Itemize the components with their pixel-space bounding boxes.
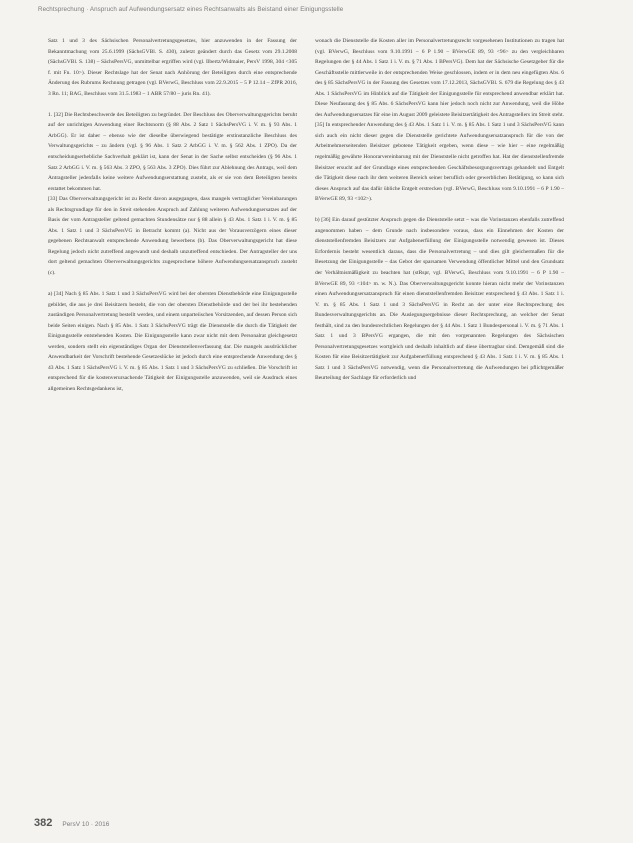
paragraph: b) [36] Ein darauf gestützter Anspruch gegen die Dienststelle setzt – was die Vorinstanzen ebenfalls zutreffend angenommen haben – dem Grunde nach insbesondere voraus, dass ein Einnehmen der Kosten der dienststellenfremden Beisitzers zur Aufgabenerfüllung der Einigungsstelle notwendig gewesen ist. Dieses Erfordernis besteht wesentlich daraus, dass die Personalvertretung – und dies gilt gleichermaßen für die Besetzung der Einigungsstelle – das Gebot der sparsamen Verwendung öffentlicher Mittel und den Grundsatz der Verhältnismäßigkeit zu beachten hat (stRspr, vgl. BVerwG, Beschluss vom 9.10.1991 – 6 P 1.90 – BVerwGE 89, 93 <104> m. w. N.). Das Oberverwaltungsgericht konnte hieran nicht mehr der Vorinstanzen einen Aufwendungsersatzanspruch für einen dienststellenfremden Beisitzer entsprechend § 43 Abs. 1 Satz 1 i. V. m. § 85 Abs. 1 Satz 1 und 3 SächsPersVG in Recht an der unter eine Rechtsprechung des Bundesverwaltungsgerichts an. Die Auslegungsergebnisse dieser Rechtsprechung, an welcher der Senat festhält, sind zu den bundesrechtlichen Regelungen der § 44 Abs. 1 Satz 1 Bundespersonal i. V. m. § 71 Abs. 1 Satz 1 und 3 BPersVG ergangen, die mit den vorgenannten Regelungen des Sächsischen Personalvertretungsgesetzes wortgleich und deshalb inhaltlich auf diese übertragbar sind. Demgemäß sind die Kosten für eine Beisitzertätigkeit zur Aufgabenerfüllung entsprechend § 43 Abs. 1 Satz 1 i. V. m. § 85 Abs. 1 Satz 1 und 3 SächsPersVG notwendig, wenn die Personalvertretung die Aufwendungen bei pflichtgemäßer Beurteilung der Sachlage für erforderlich und: [315, 217, 564, 382]
journal-reference: PersV 10 · 2016: [62, 821, 110, 828]
left-column: [48, 36, 297, 395]
right-column: [315, 36, 564, 384]
paragraph: 1. [32] Die Rechtsbeschwerde des Beteiligten zu begründet. Der Beschluss des Oberverwaltungsgerichts beruht auf der unrichtigen Anwendung einer Rechtsnorm (§ 88 Abs. 2 Satz 1 SächsPersVG i. V. m. § 93 Abs. 1 ArbGG). Er ist daher – ebenso wie der dieselbe überwiegend bestätigte erstinstanzliche Beschluss des Verwaltungsgerichts – zu ändern (vgl. § 96 Abs. 1 Satz 2 ArbGG i. V. m. § 562 Abs. 1 ZPO). Da der entscheidungserhebliche Sachverhalt geklärt ist, kann der Senat in der Sache selbst entscheiden (§ 96 Abs. 1 Satz 2 ArbGG i. V. m. § 563 Abs. 3 ZPO, § 563 Abs. 3 ZPO). Dies führt zur Ablehnung des Antrags, weil dem Antragsteller jedenfalls keine weitere Aufwendungserstattung zusteht, als er sie von dem Beteiligten bereits erstattet bekommen hat.: [48, 111, 297, 192]
paragraph: [35] In entsprechender Anwendung des § 43 Abs. 1 Satz 1 i. V. m. § 85 Abs. 1 Satz 1 und 3 SächsPersVG kann sich auch ein nicht dieser gegen die Dienststelle gerichtete Aufwendungsersatzanspruch für die von der Arbeitnehmerseitenden Beisitzer gebotene Tätigkeit ergeben, wenn diese – wie hier – eine regelmäßig regelmäßig gewährte Honorarvereinbarung mit der Dienststelle nicht getroffen hat. Hat der dienststellenfremde Beisitzer ersucht auf der Grundlage eines entsprechenden Geschäftsbesorgungsvertrags gehandelt und Entgelt die Tätigkeit diese nach ihr dem weiteren Bereich seiner beruflich oder gewerblichen Betätigung, so kann sich dieses Anspruch auf das dafür übliche Entgelt erstrecken (vgl. BVerwG, Beschluss vom 9.10.1991 – 6 P 1.90 – BVerwGE 89, 93 <102>).: [315, 122, 564, 203]
running-head: Rechtsprechung · Anspruch auf Aufwendungsersatz eines Rechtsanwalts als Beistand einer Einigungsstelle: [38, 6, 344, 13]
paragraph: [33] Das Oberverwaltungsgericht ist zu Recht davon ausgegangen, dass mangels vertraglicher Vereinbarungen als Rechtsgrundlage für den in Streit stehenden Anspruch auf Zahlung weiteren Aufwendungsersatzes auf der Basis der vom Antragsteller geltend gemachten Stundensätze nur § 88 allein § 43 Abs. 1 Satz 1 i. V. m. § 85 Abs. 1 Satz 1 und 3 SächsPersVG in Betracht kommt (a). Nicht aus der Vorausverzögern eines dieser gegebenen Rechtsanwalt entsprechende Anwendung bewerbens (b). Das Oberverwaltungsgericht hat diese Regelung jedoch nicht zutreffend angewandt und deshalb unzutreffend entschieden. Der Antragsteller der uns dort geltend gemachten Oberverwaltungsgerichts zugesprochene höhere Aufwendungsersatzanspruch zusteht (c).: [48, 196, 297, 276]
paragraph: a) [34] Nach § 85 Abs. 1 Satz 1 und 3 SächsPersVG wird bei der obersten Dienstbehörde eine Einigungsstelle gebildet, die aus je drei Beisitzern besteht, die von der obersten Dienstbehörde und der bei ihr bestehenden zuständigen Personalvertretung bestellt werden, und einem unparteiischen Vorsitzenden, auf dessen Person sich beide Seiten einigen. Nach § 85 Abs. 1 Satz 3 SächsPersVG trägt die Dienststelle die durch die Tätigkeit der Einigungsstelle entstehenden Kosten. Die Einigungsstelle kann zwar nicht mit dem Personalrat gleichgesetzt werden, sondern stellt ein eigenständiges Organ der Dienststellenverfassung dar. Die mangels ausdrücklicher Anwendbarkeit der Vorschrift bestehende Gesetzeslücke ist jedoch durch eine entsprechende Anwendung des § 43 Abs. 1 Satz 1 SächsPersVG i. V. m. § 85 Abs. 1 Satz 1 und 3 SächsPersVG zu schließen. Die Vorschrift ist entsprechend für die kostenverursachende Tätigkeit der Einigungsstelle anzuwenden, weil sie Ausdruck eines allgemeinen Rechtsgedankens ist,: [48, 291, 297, 392]
page-number: 382: [34, 817, 53, 829]
paragraph: Satz 1 und 3 des Sächsischen Personalvertretungsgesetzes, hier anzuwenden in der Fassung der Bekanntmachung vom 25.6.1999 (SächsGVBl. S. 430), zuletzt geändert durch das Gesetz vom 29.1.2008 (SächsGVBl. S. 138) – SächsPersVG, unmittelbar ergriffen wird (vgl. Ilbertz/Widmaier, PersV 1998, 304 <305 f. mit Fn. 10>). Dieser Rechtslage hat der Senat nach Anhörung der Beteiligten durch eine entsprechende Änderung des Rubrums Rechnung getragen (vgl. BVerwG, Beschluss vom 22.9.2015 – 5 P 12.14 – ZfPR 2016, 3 Rn. 11; BAG, Beschluss vom 31.5.1983 – 1 ABR 57/80 – juris Rn. 41).: [48, 38, 297, 97]
paragraph: wonach die Dienststelle die Kosten aller im Personalvertretungsrecht vorgesehenen Institutionen zu tragen hat (vgl. BVerwG, Beschluss vom 9.10.1991 – 6 P 1.90 – BVerwGE 89, 93 <96> zu den vergleichbaren Regelungen der § 44 Abs. 1 Satz 1 i. V. m. § 71 Abs. 1 BPersVG). Dem hat der Sächsische Gesetzgeber für die Geschäftsstelle mittlerweile in der entsprechenden Weise geschlossen, indem er in dem neu eingefügten Abs. 6 des § 85 SächsPersVG in der Fassung des Gesetzes vom 17.12.2013, SächsGVBl. S. 679 die Regelung des § 43 Abs. 1 SächsPersVG im Hinblick auf die Tätigkeit der Einigungsstelle für entsprechend anwendbar erklärt hat. Diese Neufassung des § 85 Abs. 6 SächsPersVG kann hier jedoch noch nicht zur Anwendung, weil die Höhe des Aufwendungsersatzes für eine im August 2009 geleistete Beisitzertätigkeit des Antragstellers im Streit steht.: [315, 38, 564, 118]
page-footer: [34, 817, 109, 829]
